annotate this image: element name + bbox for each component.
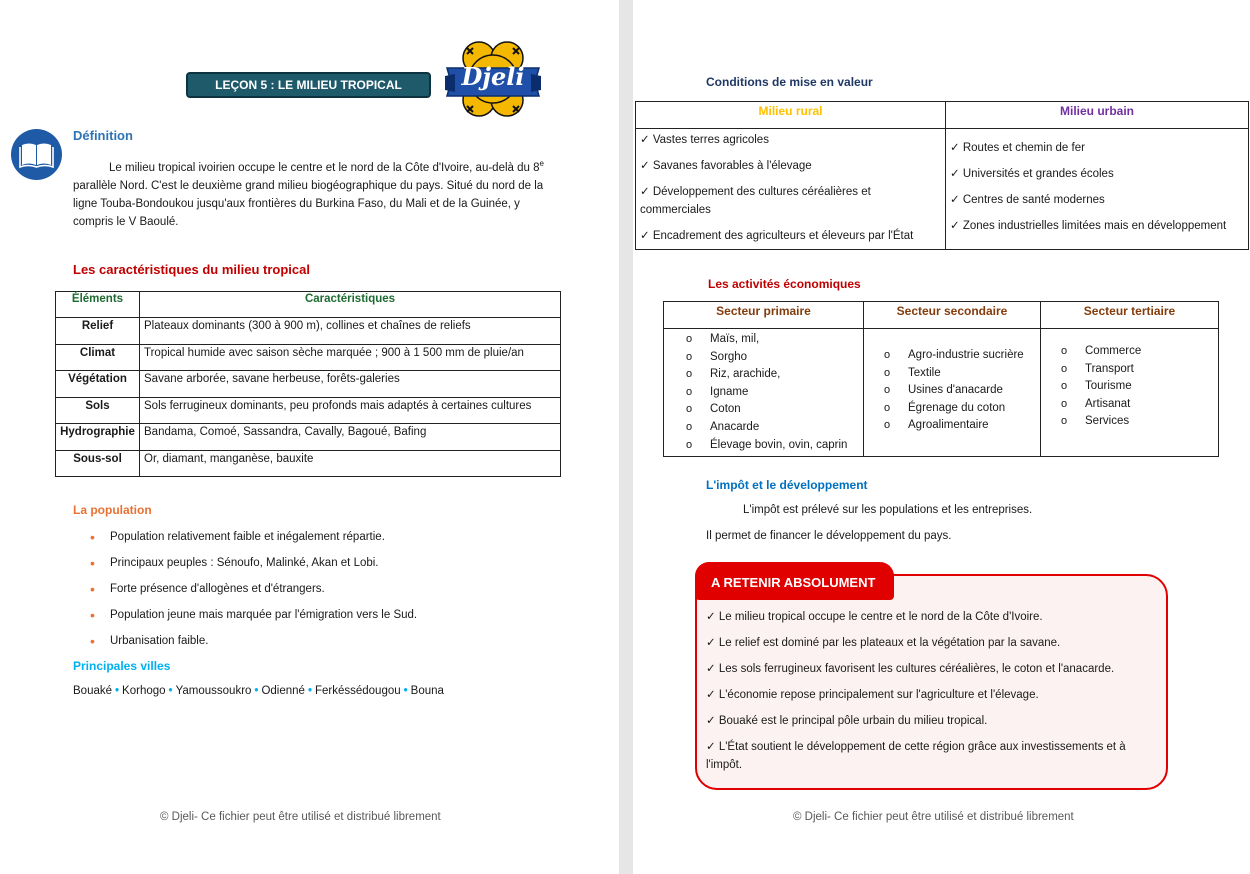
check-icon: ✓ <box>950 168 963 180</box>
list-item: ✓ L'économie repose principalement sur l'agriculture et l'élevage. <box>706 689 1039 701</box>
list-item: o Textile <box>884 365 1034 383</box>
primaire-cell <box>664 329 864 457</box>
list-item: ✓ Encadrement des agriculteurs et éleveurs par l'État <box>640 230 914 242</box>
activites-title: Les activités économiques <box>708 277 861 291</box>
separator-bullet-icon: • <box>254 685 259 697</box>
footer-left: © Djeli- Ce fichier peut être utilisé et distribué librement <box>160 811 441 823</box>
tertiaire-cell <box>1041 329 1219 457</box>
population-list <box>90 528 417 658</box>
rural-cell <box>636 129 946 250</box>
check-icon: ✓ <box>706 663 719 675</box>
value-cell: Or, diamant, manganèse, bauxite <box>140 450 561 477</box>
city-name: Ferkéssédougou <box>314 685 401 697</box>
list-item: ✓ Bouaké est le principal pôle urbain du milieu tropical. <box>706 715 988 727</box>
check-icon: ✓ <box>640 160 653 172</box>
caracteristiques-title: Les caractéristiques du milieu tropical <box>73 262 310 277</box>
table-row <box>56 450 561 477</box>
list-item: o Sorgho <box>686 349 857 367</box>
list-item: ✓ Les sols ferrugineux favorisent les cultures céréalières, le coton et l'anacarde. <box>706 663 1115 675</box>
list-item: o Agroalimentaire <box>884 417 1034 435</box>
table-header: Secteur secondaire <box>864 302 1041 329</box>
city-name: Yamoussoukro <box>175 685 252 697</box>
list-item: o Igname <box>686 384 857 402</box>
table-row <box>56 318 561 345</box>
list-item: o Riz, arachide, <box>686 366 857 384</box>
retenir-label: A RETENIR ABSOLUMENT <box>695 562 894 600</box>
separator-bullet-icon: • <box>307 685 312 697</box>
list-item: ✓ Universités et grandes écoles <box>950 168 1114 180</box>
value-cell: Bandama, Comoé, Sassandra, Cavally, Bagoué, Bafing <box>140 424 561 451</box>
city-name: Bouna <box>410 685 444 697</box>
element-cell: Sous-sol <box>56 450 140 477</box>
list-item: • Population jeune mais marquée par l'émigration vers le Sud. <box>90 606 417 632</box>
check-icon: ✓ <box>706 611 719 623</box>
table-row <box>56 397 561 424</box>
footer-right: © Djeli- Ce fichier peut être utilisé et distribué librement <box>793 811 1074 823</box>
list-item: o Agro-industrie sucrière <box>884 347 1034 365</box>
list-item: o Commerce <box>1061 343 1212 361</box>
check-icon: ✓ <box>640 230 653 242</box>
check-icon: ✓ <box>706 689 719 701</box>
check-icon: ✓ <box>950 142 963 154</box>
population-title: La population <box>73 503 152 517</box>
lesson-title: LEÇON 5 : LE MILIEU TROPICAL IVOIRIEN <box>186 72 431 98</box>
element-cell: Végétation <box>56 371 140 398</box>
list-item: o Maïs, mil, <box>686 331 857 349</box>
impot-line-1: L'impôt est prélevé sur les populations et les entreprises. <box>743 504 1033 516</box>
separator-bullet-icon: • <box>115 685 120 697</box>
logo-text: Djeli <box>461 62 525 91</box>
element-cell: Hydrographie <box>56 424 140 451</box>
activites-table <box>663 301 1219 457</box>
list-item: ✓ Zones industrielles limitées mais en développement <box>950 220 1227 232</box>
value-cell: Sols ferrugineux dominants, peu profonds mais adaptés à certaines cultures <box>140 397 561 424</box>
left-page <box>0 0 619 874</box>
check-icon: ✓ <box>640 134 653 146</box>
list-item: o Transport <box>1061 361 1212 379</box>
impot-line-2: Il permet de financer le développement du pays. <box>706 530 952 542</box>
table-row <box>56 371 561 398</box>
book-icon <box>11 129 62 180</box>
list-item: ✓ L'État soutient le développement de cette région grâce aux investissements et à l'impôt. <box>706 741 1126 771</box>
djeli-logo <box>445 38 541 122</box>
element-cell: Climat <box>56 344 140 371</box>
list-item: o Artisanat <box>1061 396 1212 414</box>
list-item: • Forte présence d'allogènes et d'étrangers. <box>90 580 417 606</box>
caracteristiques-table <box>55 291 561 477</box>
check-icon: ✓ <box>706 715 719 727</box>
secondaire-cell <box>864 329 1041 457</box>
table-row <box>56 344 561 371</box>
impot-title: L'impôt et le développement <box>706 478 868 492</box>
check-icon: ✓ <box>706 741 719 753</box>
list-item: o Coton <box>686 401 857 419</box>
definition-text: Le milieu tropical ivoirien occupe le centre et le nord de la Côte d'Ivoire, au-delà du 8e parallèle Nord. C'est le deuxième grand milieu biogéographique du pays. Situé du nord de la ligne Touba-Bondoukou jusqu'aux frontières du Burkina Faso, du Mali et de la Guinée, y compris le V Baoulé. <box>73 159 544 228</box>
rural-header: Milieu rural <box>636 102 946 129</box>
list-item: • Urbanisation faible. <box>90 632 417 658</box>
list-item: o Égrenage du coton <box>884 400 1034 418</box>
definition-title: Définition <box>73 128 133 143</box>
list-item: o Tourisme <box>1061 378 1212 396</box>
list-item: o Élevage bovin, ovin, caprin <box>686 437 857 455</box>
separator-bullet-icon: • <box>168 685 173 697</box>
list-item: o Usines d'anacarde <box>884 382 1034 400</box>
table-header: Éléments <box>56 292 140 318</box>
list-item: o Services <box>1061 413 1212 431</box>
list-item: ✓ Développement des cultures céréalières et commerciales <box>640 186 871 216</box>
value-cell: Tropical humide avec saison sèche marquée ; 900 à 1 500 mm de pluie/an <box>140 344 561 371</box>
list-item: ✓ Le relief est dominé par les plateaux et la végétation par la savane. <box>706 637 1061 649</box>
urbain-cell <box>946 129 1249 250</box>
retenir-list <box>706 608 1160 782</box>
urbain-header: Milieu urbain <box>946 102 1249 129</box>
milieu-table <box>635 101 1249 250</box>
check-icon: ✓ <box>706 637 719 649</box>
right-page <box>633 0 1250 874</box>
table-row <box>56 424 561 451</box>
table-header: Caractéristiques <box>140 292 561 318</box>
table-header: Secteur tertiaire <box>1041 302 1219 329</box>
value-cell: Plateaux dominants (300 à 900 m), collines et chaînes de reliefs <box>140 318 561 345</box>
check-icon: ✓ <box>950 194 963 206</box>
list-item: o Anacarde <box>686 419 857 437</box>
table-header: Secteur primaire <box>664 302 864 329</box>
conditions-title: Conditions de mise en valeur <box>706 75 873 89</box>
element-cell: Sols <box>56 397 140 424</box>
city-name: Odienné <box>261 685 305 697</box>
list-item: ✓ Centres de santé modernes <box>950 194 1105 206</box>
check-icon: ✓ <box>950 220 963 232</box>
list-item: ✓ Savanes favorables à l'élevage <box>640 160 812 172</box>
city-name: Korhogo <box>122 685 166 697</box>
separator-bullet-icon: • <box>403 685 408 697</box>
list-item: ✓ Le milieu tropical occupe le centre et le nord de la Côte d'Ivoire. <box>706 611 1043 623</box>
value-cell: Savane arborée, savane herbeuse, forêts-galeries <box>140 371 561 398</box>
city-name: Bouaké <box>73 685 113 697</box>
villes-title: Principales villes <box>73 659 171 673</box>
list-item: • Population relativement faible et inégalement répartie. <box>90 528 417 554</box>
list-item: ✓ Routes et chemin de fer <box>950 142 1085 154</box>
villes-list <box>73 685 444 697</box>
list-item: • Principaux peuples : Sénoufo, Malinké, Akan et Lobi. <box>90 554 417 580</box>
check-icon: ✓ <box>640 186 653 198</box>
list-item: ✓ Vastes terres agricoles <box>640 134 769 146</box>
element-cell: Relief <box>56 318 140 345</box>
